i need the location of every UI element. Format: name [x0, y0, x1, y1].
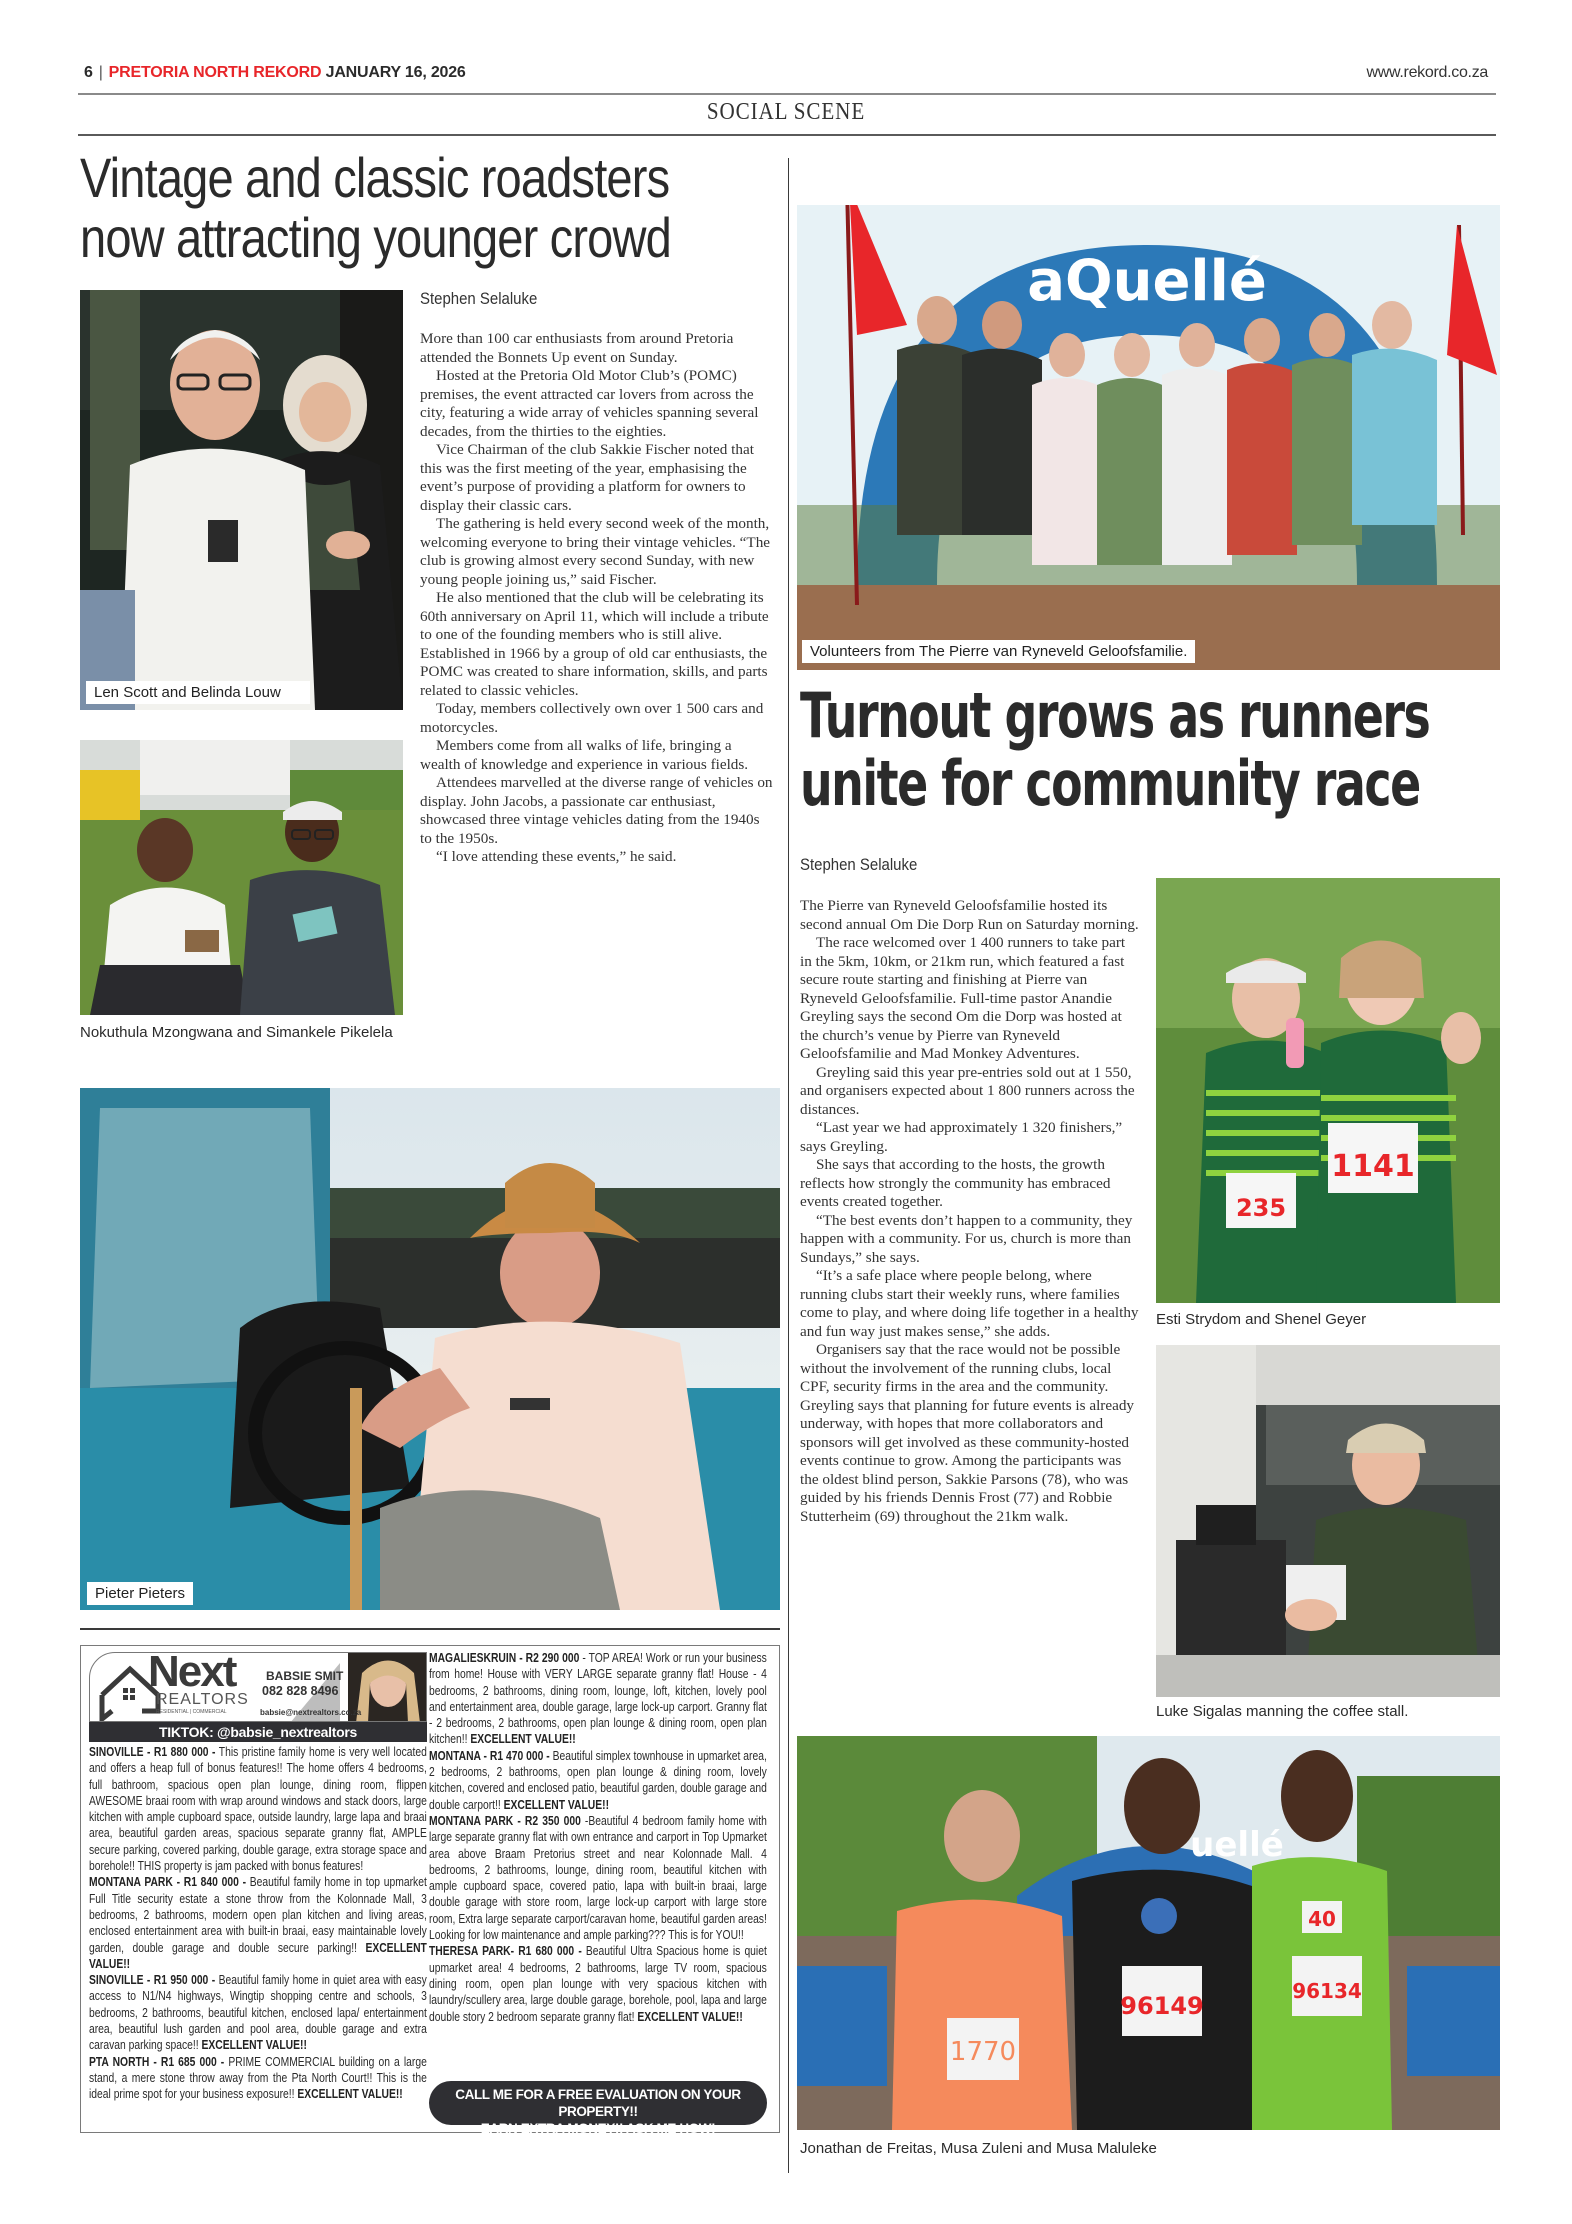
- listing-text: This pristine family home is very well located and offers a heap full of bonus features!! The home offers 4 bedrooms, full bathroom, spacious open plan lounge, dining room, flippen AWESOME braai room with wrap around windows and stack doors, large kitchen with ample cupboard space, outside laundry, large lapa and braai area, beautiful garden areas, spacious separate granny flat, AMPLE secure parking, covered parking, double garage, extra storage space and borehole!! THIS property is jam packed with bonus features!: [89, 1745, 427, 1874]
- brand-name: Next: [148, 1652, 236, 1696]
- paragraph: Hosted at the Pretoria Old Motor Club’s (POMC) premises, the event attracted car lovers from across the city, featuring a wide array of vehicles spanning several decades, from the thirties to the eighties.: [420, 367, 759, 440]
- listing-tag: EXCELLENT VALUE!!: [637, 2009, 743, 2024]
- brand-tagline: RESIDENTIAL | COMMERCIAL: [156, 1709, 227, 1715]
- column-divider: [788, 158, 789, 2173]
- photo-caption: Esti Strydom and Shenel Geyer: [1156, 1311, 1367, 1328]
- listing-title: SINOVILLE - R1 950 000 -: [89, 1973, 216, 1988]
- tiktok-handle[interactable]: TIKTOK: @babsie_nextrealtors: [89, 1722, 427, 1742]
- paragraph: Today, members collectively own over 1 500 cars and motorcycles.: [420, 700, 764, 736]
- photo-caption: Jonathan de Freitas, Musa Zuleni and Musa Maluleke: [800, 2140, 1157, 2157]
- byline: Stephen Selaluke: [420, 289, 538, 308]
- listing-title: MAGALIESKRUIN - R2 290 000: [429, 1651, 580, 1665]
- listing-text: -Beautiful 4 bedroom family home with large separate granny flat with own entrance and carport in Top Upmarket area above Braam Pretorius street and near Kolonnade Mall. 4 bedrooms, 2 bathrooms, lounge, dining room, beautiful kitchen with ample cupboard space, covered patio, lapa with built-in braai, large double garage with store room, large lock-up carport with large store room, Extra large separate carport/caravan home, beautiful garden areas! Looking for low maintenance and ample parking??? This is for YOU!!: [429, 1813, 767, 1943]
- paragraph: He also mentioned that the club will be celebrating its 60th anniversary on April 11, which will include a tribute to one of the founding members who is still alive. Established in 1966 by a group of old car enthusiasts, the POMC was created to share information, skills, and parts related to classic vehicles.: [420, 589, 769, 699]
- page-folio: [84, 64, 466, 82]
- article-body-vintage: [420, 330, 775, 867]
- listing-tag: EXCELLENT VALUE!!: [297, 2087, 403, 2102]
- paragraph: Organisers say that the race would not be possible without the involvement of the running clubs, local CPF, security firms in the area and the community. Greyling says that planning for future events is already underway, with hopes that more collaborators and sponsors will get involved as these community-hosted events continue to grow. Among the participants was the oldest blind person, Sakkie Parsons (78), who was guided by his friends Dennis Frost (77) and Robbie Stutterheim (69) throughout the 21km walk.: [800, 1341, 1135, 1525]
- listing-tag: EXCELLENT VALUE!!: [470, 1732, 576, 1747]
- listings-column-right: [429, 1650, 767, 2025]
- section-title: SOCIAL SCENE: [706, 99, 866, 125]
- race-bib-number: 96134: [1292, 1979, 1362, 2003]
- paragraph: “I love attending these events,” he said.: [436, 848, 677, 865]
- listing-text: PRIME COMMERCIAL building on a large stand, a mere stone throw away from the Pta North Court!! This is the ideal prime spot for your business exposure!!: [89, 2054, 427, 2102]
- photo-caption: Len Scott and Belinda Louw: [86, 681, 310, 704]
- race-bib-number: 1770: [949, 2037, 1017, 2067]
- headline-line: Turnout grows as runners: [800, 679, 1430, 752]
- masthead-rule: [78, 93, 1496, 95]
- photo-len-scott-belinda-louw: [80, 290, 403, 710]
- listing: [89, 1972, 427, 2053]
- byline: Stephen Selaluke: [800, 855, 918, 874]
- paragraph: “Last year we had approximately 1 320 finishers,” says Greyling.: [800, 1119, 1123, 1155]
- advert-next-realtors: [80, 1645, 780, 2136]
- photo-three-runners: [797, 1736, 1500, 2130]
- agent-email[interactable]: babsie@nextrealtors.co.za: [260, 1708, 362, 1717]
- paragraph: Members come from all walks of life, bringing a wealth of knowledge and experience in various fields.: [420, 737, 749, 773]
- listing-title: MONTANA - R1 470 000 -: [429, 1748, 550, 1763]
- photo-illustration: [80, 290, 403, 710]
- house-logo-icon: [90, 1653, 427, 1722]
- listing-title: PTA NORTH - R1 685 000 -: [89, 2054, 225, 2069]
- listing-text: Beautiful simplex townhouse in upmarket area, 2 bedrooms, 2 bathrooms, open plan lounge & dining room, lovely kitchen, covered and enclosed patio, beautiful garden, double garage and double carport!!: [429, 1748, 767, 1812]
- article-body-race: [800, 897, 1140, 1526]
- paragraph: “It’s a safe place where people belong, where running clubs start their weekly runs, where families come to play, and where doing life together in a healthy and fun way just makes sense,” she adds.: [800, 1267, 1139, 1340]
- listing: [89, 1874, 427, 1972]
- photo-caption: Volunteers from The Pierre van Ryneveld Geloofsfamilie.: [802, 640, 1195, 663]
- publication-name: PRETORIA NORTH REKORD: [108, 64, 322, 81]
- paragraph: “The best events don’t happen to a community, they happen with a community. For us, church is more than Sundays,” she says.: [800, 1211, 1133, 1266]
- paragraph: She says that according to the hosts, the growth reflects how strongly the community has embraced events created together.: [800, 1156, 1111, 1210]
- section-rule: [78, 134, 1496, 136]
- photo-pieter-pieters: [80, 1088, 780, 1610]
- listing: [89, 2054, 427, 2103]
- listing: [429, 1748, 767, 1813]
- listing: [429, 1650, 767, 1748]
- banner-text: aQuellé: [1027, 249, 1267, 314]
- website-link[interactable]: www.rekord.co.za: [1366, 64, 1488, 81]
- page-number: 6: [84, 64, 93, 81]
- listing-text: Beautiful family home in top upmarket Full Title security estate a stone throw from the Kolonnade Mall, 3 bedrooms, 2 bathrooms, modern open plan kitchen and living areas, enclosed entertainment area with built-in braai, easy maintainable lovely garden, double garage and double secure parking!!: [89, 1875, 427, 1955]
- folio-separator: |: [98, 64, 103, 81]
- photo-nokuthula-simankele: [80, 740, 403, 1015]
- headline-line: Vintage and classic roadsters: [80, 146, 670, 209]
- photo-illustration: [1156, 1345, 1500, 1697]
- listing-tag: EXCELLENT VALUE!!: [503, 1797, 610, 1812]
- photo-caption: Nokuthula Mzongwana and Simankele Pikelela: [80, 1024, 393, 1041]
- agent-name: BABSIE SMIT: [266, 1669, 344, 1683]
- paragraph: The Pierre van Ryneveld Geloofsfamilie hosted its second annual Om Die Dorp Run on Saturday morning.: [800, 897, 1139, 933]
- listing: [429, 1813, 767, 1943]
- race-bib-number: 235: [1235, 1194, 1287, 1222]
- paragraph: More than 100 car enthusiasts from around Pretoria attended the Bonnets Up event on Sunday.: [420, 330, 734, 366]
- listing-text: - TOP AREA! Work or run your business from home! House with VERY LARGE separate granny flat! House - 4 bedrooms, 2 bathrooms, dining room, lounge, loft, kitchen, lovely pool and entertainment area, double garage, large lock-up carport. Granny flat - 2 bedrooms, 2 bathrooms, open plan lounge & dining room, open plan kitchen!!: [429, 1651, 767, 1747]
- headline-line: unite for community race: [800, 747, 1420, 820]
- listing: [429, 1943, 767, 2024]
- photo-illustration: [80, 1088, 780, 1610]
- advert-rule: [80, 1628, 780, 1630]
- listing-tag: EXCELLENT VALUE!!: [201, 2038, 307, 2053]
- listing-text: Beautiful family home in quiet area with easy access to N1/N4 highways, Wingtip shopping centre and schools, 3 bedrooms, 2 bathrooms, beautiful kitchen, enclosed lapa/ entertainment area, beautiful lush garden and pool area, double garage and extra caravan parking space!!: [89, 1973, 427, 2053]
- listing: [89, 1744, 427, 1874]
- headline-line: now attracting younger crowd: [80, 206, 671, 269]
- photo-luke-sigalas: [1156, 1345, 1500, 1697]
- listing-title: SINOVILLE - R1 880 000 -: [89, 1745, 216, 1759]
- listing-title: MONTANA PARK - R1 840 000 -: [89, 1875, 247, 1890]
- race-bib-number: 1141: [1331, 1149, 1415, 1184]
- paragraph: Greyling said this year pre-entries sold out at 1 550, and organisers expected about 1 800 runners across the distances.: [800, 1063, 1135, 1118]
- advert-header: [89, 1652, 427, 1722]
- listing-title: THERESA PARK- R1 680 000 -: [429, 1944, 582, 1959]
- photo-caption: Luke Sigalas manning the coffee stall.: [1156, 1703, 1409, 1720]
- photo-illustration: [80, 740, 403, 1015]
- paragraph: The gathering is held every second week of the month, welcoming everyone to bring their vintage vehicles. “The club is growing almost every second Sunday, with new young people joining us,” said Fischer.: [420, 515, 771, 588]
- race-bib-number: 40: [1308, 1907, 1336, 1931]
- cta-line: CALL ME FOR A FREE EVALUATION ON YOUR PROPERTY!!: [455, 2087, 741, 2119]
- photo-esti-shenel: [1156, 878, 1500, 1303]
- race-bib-number: 96149: [1120, 1992, 1204, 2020]
- agent-phone[interactable]: 082 828 8496: [262, 1684, 339, 1698]
- headline-community-race: [800, 679, 1510, 820]
- photo-caption: Pieter Pieters: [87, 1582, 193, 1605]
- paragraph: Attendees marvelled at the diverse range of vehicles on display. John Jacobs, a passionate car enthusiast, showcased three vintage vehicles dating from the 1940s to the 1950s.: [420, 774, 773, 847]
- listing-text: Beautiful Ultra Spacious home is quiet upmarket area! 4 bedrooms, 2 bathrooms, large TV room, spacious dining room, open plan lounge with very spacious kitchen with laundry/scullery area, large double garage, borehole, pool, lapa and large double story 2 bedroom separate granny flat!: [429, 1944, 767, 2024]
- photo-illustration: [1156, 878, 1500, 1303]
- paragraph: The race welcomed over 1 400 runners to take part in the 5km, 10km, or 21km run, which featured a fast secure route starting and finishing at Pierre van Ryneveld Geloofsfamilie. Full-time pastor Anandie Greyling says the second Om die Dorp was hosted at the church’s venue by Pierre van Ryneveld Geloofsfamilie and Mad Monkey Adventures.: [800, 934, 1126, 1062]
- photo-illustration: [797, 205, 1500, 670]
- photo-volunteers: [797, 205, 1500, 670]
- paragraph: Vice Chairman of the club Sakkie Fischer noted that this was the first meeting of the year, emphasising the event’s purpose of providing a platform for owners to display their classic cars.: [420, 441, 754, 514]
- photo-illustration: [797, 1736, 1500, 2130]
- cta-line: EARN EXTRA MONEY!! ASK ME HOW!: [480, 2121, 716, 2136]
- listings-column-left: [89, 1744, 427, 2103]
- listing-title: MONTANA PARK - R2 350 000: [429, 1813, 581, 1828]
- brand-subtitle: REALTORS: [156, 1691, 249, 1708]
- listing-tag: EXCELLENT VALUE!!: [89, 1940, 427, 1971]
- headline-vintage-roadsters: [80, 148, 786, 268]
- banner-text: uellé: [1190, 1825, 1284, 1865]
- issue-date: JANUARY 16, 2026: [325, 64, 466, 81]
- call-to-action-banner[interactable]: [429, 2081, 767, 2136]
